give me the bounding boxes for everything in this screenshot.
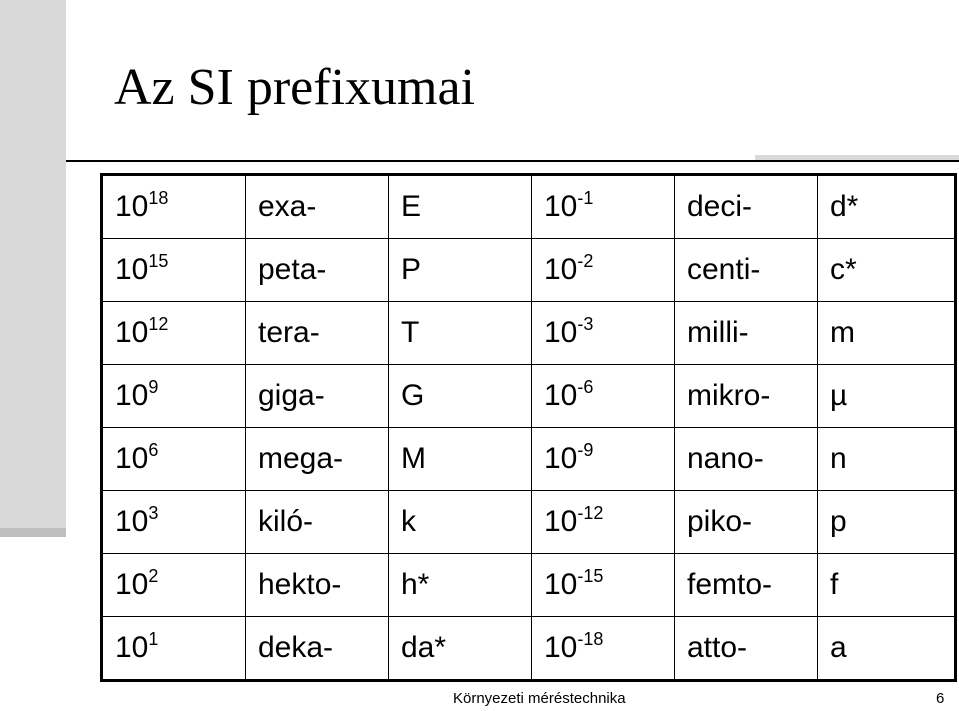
power-exponent: 9 [148,377,159,397]
power-base: 10 [544,253,578,286]
prefix-name-cell: mikro- [675,365,818,428]
prefix-name-cell: giga- [246,365,389,428]
prefix-name-cell: centi- [675,239,818,302]
footer-text: Környezeti méréstechnika [453,690,626,707]
prefix-name-cell: hekto- [246,554,389,617]
table-row [102,428,956,491]
prefix-symbol-cell: T [389,302,532,365]
prefix-name-cell: exa- [246,175,389,239]
power-base: 10 [544,505,578,538]
power-base: 10 [115,442,149,475]
power-exponent: -18 [577,629,604,649]
prefix-symbol-cell: P [389,239,532,302]
table-row [102,365,956,428]
prefix-symbol-cell: p [818,491,956,554]
power-cell [102,239,246,302]
power-exponent: 2 [148,566,159,586]
table-row [102,302,956,365]
power-base: 10 [544,442,578,475]
table-row [102,239,956,302]
prefix-symbol-cell: k [389,491,532,554]
power-base: 10 [544,316,578,349]
power-base: 10 [115,316,149,349]
power-exponent: 3 [148,503,159,523]
power-exponent: -15 [577,566,604,586]
power-exponent: -1 [577,188,594,208]
power-base: 10 [115,505,149,538]
prefix-name-cell: atto- [675,617,818,681]
table-row [102,617,956,681]
power-base: 10 [115,379,149,412]
prefix-name-cell: femto- [675,554,818,617]
prefix-symbol-cell: E [389,175,532,239]
power-cell [102,365,246,428]
table-row [102,175,956,239]
power-cell [532,239,675,302]
page-number: 6 [936,690,945,707]
power-cell [532,365,675,428]
power-base: 10 [115,253,149,286]
table-row [102,554,956,617]
prefix-name-cell: tera- [246,302,389,365]
power-cell [532,428,675,491]
power-cell [532,491,675,554]
power-base: 10 [115,631,149,664]
prefix-name-cell: kiló- [246,491,389,554]
power-cell [532,302,675,365]
power-exponent: 18 [148,188,169,208]
prefix-name-cell: deka- [246,617,389,681]
prefix-symbol-cell: M [389,428,532,491]
power-exponent: 1 [148,629,159,649]
power-exponent: -9 [577,440,594,460]
power-cell [102,554,246,617]
power-cell [102,491,246,554]
power-cell [532,554,675,617]
power-base: 10 [115,568,149,601]
prefix-symbol-cell: G [389,365,532,428]
prefix-symbol-cell: m [818,302,956,365]
prefix-name-cell: mega- [246,428,389,491]
title-rule [66,160,959,162]
power-exponent: -6 [577,377,594,397]
power-exponent: -12 [577,503,604,523]
power-exponent: 6 [148,440,159,460]
power-cell [102,617,246,681]
prefix-name-cell: nano- [675,428,818,491]
prefix-symbol-cell: a [818,617,956,681]
power-cell [102,302,246,365]
power-base: 10 [544,379,578,412]
power-cell [532,617,675,681]
power-exponent: -3 [577,314,594,334]
prefix-name-cell: milli- [675,302,818,365]
slide-title: Az SI prefixumai [114,59,476,116]
power-base: 10 [115,190,149,223]
power-cell [532,175,675,239]
power-exponent: -2 [577,251,594,271]
prefix-symbol-cell: f [818,554,956,617]
prefix-symbol-cell: h* [389,554,532,617]
si-prefix-table [100,173,957,682]
power-cell [102,175,246,239]
power-exponent: 12 [148,314,169,334]
table-row [102,491,956,554]
prefix-symbol-cell: da* [389,617,532,681]
power-exponent: 15 [148,251,169,271]
prefix-symbol-cell: n [818,428,956,491]
power-cell [102,428,246,491]
left-decor-bar-shadow [0,528,66,537]
prefix-symbol-cell: d* [818,175,956,239]
power-base: 10 [544,568,578,601]
left-decor-bar [0,0,66,537]
prefix-symbol-cell: c* [818,239,956,302]
power-base: 10 [544,190,578,223]
prefix-name-cell: piko- [675,491,818,554]
power-base: 10 [544,631,578,664]
prefix-name-cell: deci- [675,175,818,239]
prefix-symbol-cell: µ [818,365,956,428]
prefix-name-cell: peta- [246,239,389,302]
